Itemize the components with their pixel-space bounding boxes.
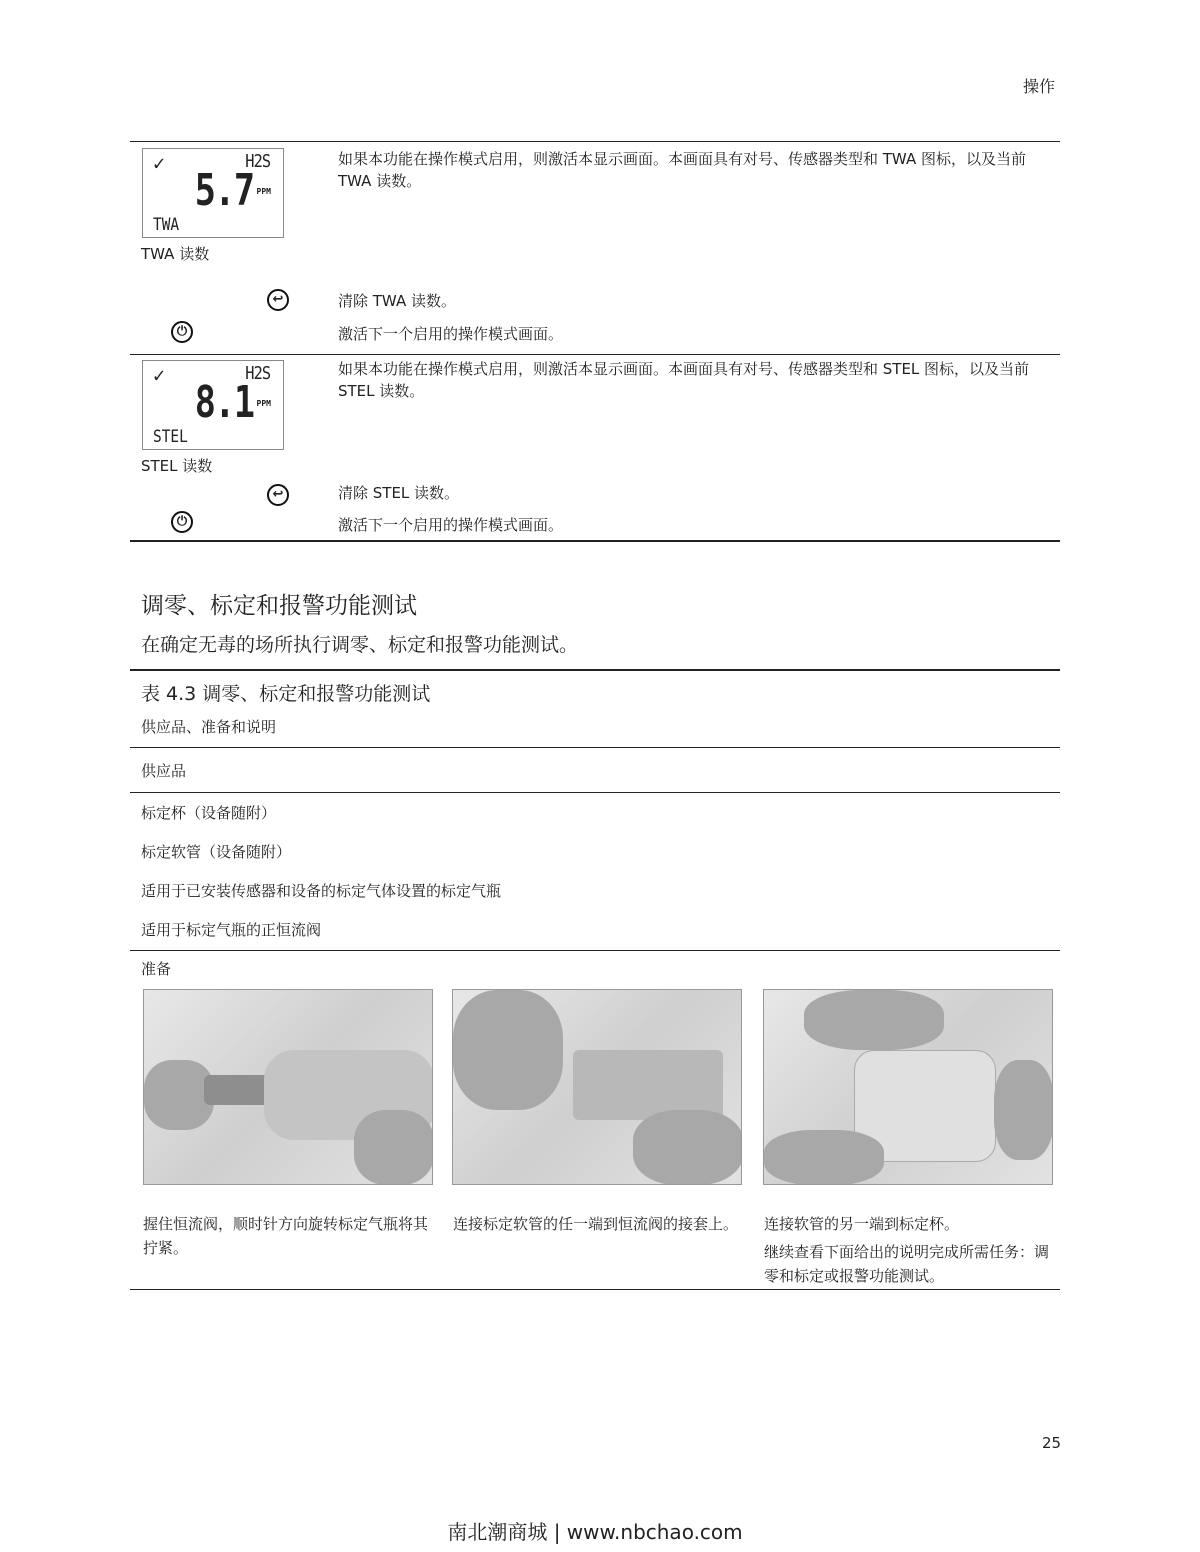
stel-enter-action: 清除 STEL 读数。 (338, 484, 460, 502)
check-icon: ✓ (153, 151, 166, 175)
lcd-mode: STEL (153, 427, 188, 447)
running-header: 操作 (1023, 77, 1056, 96)
twa-enter-action: 清除 TWA 读数。 (338, 292, 456, 310)
section-intro: 在确定无毒的场所执行调零、标定和报警功能测试。 (141, 634, 579, 656)
twa-caption: TWA 读数 (141, 245, 210, 263)
lcd-value: 5.7 (194, 165, 253, 216)
supply-item: 适用于标定气瓶的正恒流阀 (141, 921, 322, 939)
lcd-stel-display (142, 360, 284, 450)
lcd-value: 8.1 (194, 377, 253, 428)
divider (130, 950, 1060, 951)
lcd-unit: PPM (256, 187, 271, 196)
photo-regulator-cylinder (143, 989, 433, 1185)
step-3-text: 连接软管的另一端到标定杯。 (764, 1215, 960, 1233)
divider (130, 540, 1060, 542)
photo-tubing-regulator (452, 989, 742, 1185)
section-title: 调零、标定和报警功能测试 (141, 593, 417, 619)
stel-power-action: 激活下一个启用的操作模式画面。 (338, 516, 564, 534)
supplies-header: 供应品 (141, 762, 187, 780)
twa-power-action: 激活下一个启用的操作模式画面。 (338, 325, 564, 343)
enter-button-icon: ↩ (267, 289, 289, 311)
stel-description: 如果本功能在操作模式启用，则激活本显示画面。本画面具有对号、传感器类型和 STEL 图标，以及当前 STEL 读数。 (338, 360, 1030, 400)
power-button-icon: ⏻ (171, 321, 193, 343)
power-button-icon: ⏻ (171, 511, 193, 533)
supply-item: 标定杯（设备随附） (141, 804, 277, 822)
lcd-gas-type: H2S (245, 363, 271, 384)
lcd-twa-display (142, 148, 284, 238)
step-2-text: 连接标定软管的任一端到恒流阀的接套上。 (453, 1215, 739, 1233)
step-1-text: 握住恒流阀，顺时针方向旋转标定气瓶将其拧紧。 (143, 1215, 429, 1257)
twa-description: 如果本功能在操作模式启用，则激活本显示画面。本画面具有对号、传感器类型和 TWA 图标，以及当前 TWA 读数。 (338, 150, 1026, 190)
check-icon: ✓ (153, 363, 166, 387)
table-subtitle: 供应品、准备和说明 (141, 718, 277, 736)
divider (130, 1289, 1060, 1290)
page-number: 25 (1042, 1434, 1062, 1452)
divider (130, 669, 1060, 671)
lcd-gas-type: H2S (245, 151, 271, 172)
prep-header: 准备 (141, 960, 172, 978)
supply-item: 适用于已安装传感器和设备的标定气体设置的标定气瓶 (141, 882, 502, 900)
lcd-mode: TWA (153, 215, 180, 235)
supply-item: 标定软管（设备随附） (141, 843, 292, 861)
lcd-unit: PPM (256, 399, 271, 408)
divider (130, 354, 1060, 355)
stel-caption: STEL 读数 (141, 457, 213, 475)
watermark: 南北潮商城 | www.nbchao.com (447, 1520, 743, 1544)
divider (130, 747, 1060, 748)
photo-calibration-cup (763, 989, 1053, 1185)
divider (130, 792, 1060, 793)
divider (130, 141, 1060, 142)
step-3-extra: 继续查看下面给出的说明完成所需任务：调零和标定或报警功能测试。 (764, 1243, 1050, 1285)
table-title: 表 4.3 调零、标定和报警功能测试 (141, 683, 431, 705)
enter-button-icon: ↩ (267, 484, 289, 506)
